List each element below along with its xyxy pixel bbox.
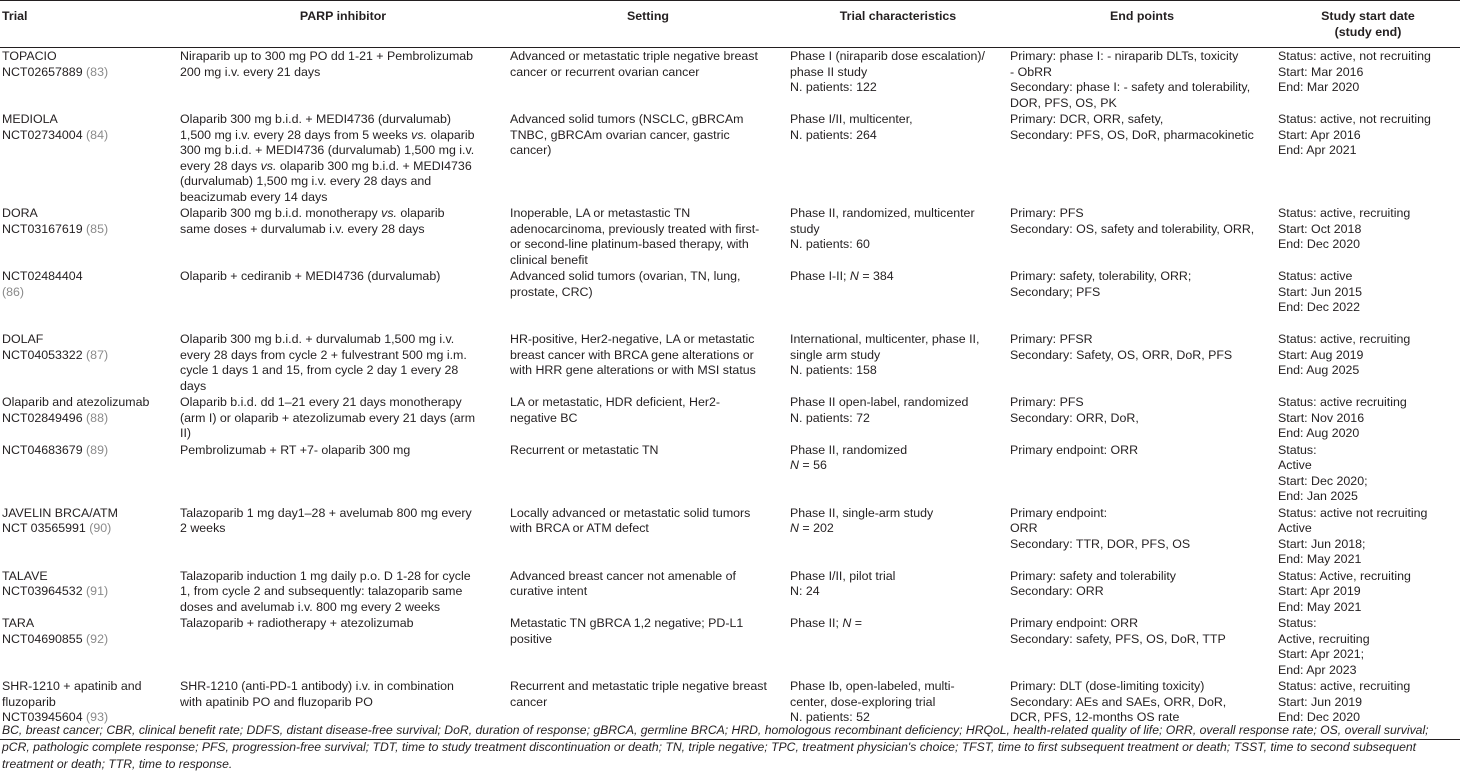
trial-cell xyxy=(0,205,178,268)
end-points-cell: Primary: PFS Secondary: OS, safety and tolerability, ORR, xyxy=(1010,206,1255,236)
trial-cell xyxy=(0,568,178,616)
table-row xyxy=(0,268,1460,331)
study-dates-cell: Status: active, recruiting Start: Jun 2019 End: Dec 2020 xyxy=(1276,678,1460,739)
table-row xyxy=(0,442,1460,505)
trial-reference[interactable]: (89) xyxy=(86,442,109,457)
setting-cell: Advanced solid tumors (NSCLC, gBRCAm TNBC, gBRCAm ovarian cancer, gastric cancer) xyxy=(510,112,744,157)
trial-characteristics-cell: Phase Ib, open-labeled, multi- center, dose-exploring trial N. patients: 52 xyxy=(788,678,1008,739)
parp-inhibitor-cell: Niraparib up to 300 mg PO dd 1-21 + Pembrolizumab 200 mg i.v. every 21 days xyxy=(180,49,474,79)
header-parp-inhibitor: PARP inhibitor xyxy=(178,1,508,48)
setting-cell: HR-positive, Her2-negative, LA or metastatic breast cancer with BRCA gene alterations or with HRR gene alterations or with MSI status xyxy=(510,332,756,377)
table-row xyxy=(0,615,1460,678)
trial-id: NCT02849496 xyxy=(2,410,87,425)
setting-cell: Locally advanced or metastatic solid tumors with BRCA or ATM defect xyxy=(510,505,751,535)
study-dates-cell: Status: Active, recruiting Start: Apr 2021; End: Apr 2023 xyxy=(1278,616,1370,677)
study-dates-cell: Status: active not recruiting Active Start: Jun 2018; End: May 2021 xyxy=(1278,505,1428,566)
table-row xyxy=(0,394,1460,442)
trial-id: NCT03945604 xyxy=(2,710,87,724)
table-row xyxy=(0,48,1460,112)
trial-reference[interactable]: (93) xyxy=(86,710,109,724)
trial-cell xyxy=(0,394,178,442)
parp-inhibitor-cell: Talazoparib + radiotherapy + atezolizumab xyxy=(180,616,414,630)
trial-id: NCT04690855 xyxy=(2,631,87,646)
trial-reference[interactable]: (86) xyxy=(2,284,25,299)
trial-id: NCT03964532 xyxy=(2,584,87,598)
trial-cell xyxy=(0,505,178,568)
table-row xyxy=(0,505,1460,568)
trial-name: JAVELIN BRCA/ATM xyxy=(2,505,118,520)
trial-characteristics-cell: Phase I-II; N = 384 xyxy=(790,269,894,283)
trial-characteristics-cell: Phase II open-label, randomized N. patients: 72 xyxy=(790,395,969,425)
study-dates-cell: Status: Active Start: Dec 2020; End: Jan 2025 xyxy=(1278,442,1368,503)
study-dates-cell: Status: active Start: Jun 2015 End: Dec 2022 xyxy=(1278,269,1363,314)
table-row xyxy=(0,111,1460,205)
parp-inhibitor-cell: Olaparib b.i.d. dd 1–21 every 21 days monotherapy (arm I) or olaparib + atezolizumab every 21 days (arm II) xyxy=(180,395,476,440)
end-points-cell: Primary: DLT (dose-limiting toxicity) Secondary: AEs and SAEs, ORR, DoR, DCR, PFS, 12-months OS rate xyxy=(1008,678,1276,739)
end-points-cell: Primary: phase I: - niraparib DLTs, toxicity - ObRR Secondary: phase I: - safety and tolerability, DOR, PFS, OS, PK xyxy=(1010,49,1251,110)
setting-cell: Metastatic TN gBRCA 1,2 negative; PD-L1 positive xyxy=(510,616,744,646)
trial-name: DORA xyxy=(2,206,38,220)
setting-cell: Advanced solid tumors (ovarian, TN, lung, prostate, CRC) xyxy=(510,269,741,299)
trial-characteristics-cell: Phase I (niraparib dose escalation)/ phase II study N. patients: 122 xyxy=(790,49,985,94)
study-dates-cell: Status: active recruiting Start: Nov 2016 End: Aug 2020 xyxy=(1278,395,1407,440)
setting-cell: Inoperable, LA or metastastic TN adenocarcinoma, previously treated with first- or second-line platinum-based therapy, with clinical benefit xyxy=(510,206,760,267)
end-points-cell: Primary: safety and tolerability Secondary: ORR xyxy=(1010,568,1176,598)
trial-reference[interactable]: (84) xyxy=(86,127,109,142)
trial-reference[interactable]: (92) xyxy=(86,631,109,646)
header-end-points: End points xyxy=(1008,1,1276,48)
header-trial-characteristics: Trial characteristics xyxy=(788,1,1008,48)
setting-cell: Recurrent or metastatic TN xyxy=(510,442,659,457)
setting-cell: LA or metastatic, HDR deficient, Her2- negative BC xyxy=(510,395,721,425)
trial-cell xyxy=(0,268,178,331)
trial-characteristics-cell: Phase II, single-arm study N = 202 xyxy=(790,505,934,535)
parp-inhibitor-cell: Olaparib + cediranib + MEDI4736 (durvalumab) xyxy=(180,269,441,283)
end-points-cell: Primary: PFS Secondary: ORR, DoR, xyxy=(1010,395,1139,425)
table-row xyxy=(0,568,1460,616)
table-header-row xyxy=(0,1,1460,48)
parp-inhibitor-cell: Olaparib 300 mg b.i.d. monotherapy vs. olaparib same doses + durvalumab i.v. every 28 days xyxy=(180,206,445,236)
trial-name: MEDIOLA xyxy=(2,112,58,126)
trial-id: NCT03167619 xyxy=(2,221,87,236)
study-dates-cell: Status: active, not recruiting Start: Apr 2016 End: Apr 2021 xyxy=(1278,112,1431,157)
trial-name: TALAVE xyxy=(2,568,48,583)
trial-reference[interactable]: (87) xyxy=(86,347,109,362)
setting-cell: Advanced or metastatic triple negative breast cancer or recurrent ovarian cancer xyxy=(510,49,758,79)
trial-reference[interactable]: (88) xyxy=(86,410,109,425)
trial-characteristics-cell: Phase II, randomized N = 56 xyxy=(790,442,908,472)
trial-characteristics-cell: Phase I/II, multicenter, N. patients: 264 xyxy=(790,112,913,142)
trial-cell xyxy=(0,48,178,112)
header-setting: Setting xyxy=(508,1,788,48)
trial-characteristics-cell: International, multicenter, phase II, single arm study N. patients: 158 xyxy=(790,332,980,377)
trial-characteristics-cell: Phase I/II, pilot trial N: 24 xyxy=(790,568,896,598)
trial-id: NCT 03565991 xyxy=(2,521,90,535)
parp-inhibitor-cell: Olaparib 300 mg b.i.d. + MEDI4736 (durvalumab) 1,500 mg i.v. every 28 days from 5 weeks vs. olaparib 300 mg b.i.d. + MEDI4736 (durvalumab) 1,500 mg i.v. every 28 days vs. olaparib 300 mg b.i.d. + MEDI4736 (durvalumab) 1,500 mg i.v. every 28 days and beacizumab every 14 days xyxy=(180,112,475,204)
trial-name: NCT02484404 xyxy=(2,269,83,283)
parp-inhibitor-cell: Pembrolizumab + RT +7- olaparib 300 mg xyxy=(180,442,411,457)
trial-reference[interactable]: (83) xyxy=(86,64,109,79)
study-dates-cell: Status: Active, recruiting Start: Apr 2019 End: May 2021 xyxy=(1278,568,1411,614)
trial-cell xyxy=(0,111,178,205)
trial-reference[interactable]: (90) xyxy=(89,521,112,535)
parp-inhibitor-cell: Olaparib 300 mg b.i.d. + durvalumab 1,500 mg i.v. every 28 days from cycle 2 + fulvestrant 500 mg i.m. cycle 1 days 1 and 15, from cycle 2 day 1 every 28 days xyxy=(180,332,467,393)
parp-inhibitor-cell: SHR-1210 (anti-PD-1 antibody) i.v. in combination with apatinib PO and fluzoparib PO xyxy=(178,678,508,739)
abbreviations-footnote: BC, breast cancer; CBR, clinical benefit rate; DDFS, distant disease-free survival; DoR, duration of response; gBRCA, germline BRCA; HRD, homologous recombinant deficiency; HRQoL, health-related quality of life; ORR, overall response rate; OS, overall survival; pCR, pathologic complete response; PFS, progression-free survival; TDT, time to study treatment discontinuation or death; TN, triple negative; TPC, treatment physician's choice; TFST, time to first subsequent treatment or death; TSST, time to second subsequent treatment or death; TTR, time to response. xyxy=(2,723,1429,771)
study-dates-cell: Status: active, recruiting Start: Oct 2018 End: Dec 2020 xyxy=(1278,206,1411,251)
trial-cell xyxy=(0,615,178,678)
end-points-cell: Primary endpoint: ORR Secondary: safety, PFS, OS, DoR, TTP xyxy=(1010,616,1226,646)
trial-name: Olaparib and atezolizumab xyxy=(2,395,150,409)
end-points-cell: Primary endpoint: ORR Secondary: TTR, DOR, PFS, OS xyxy=(1010,505,1191,551)
trial-name: NCT04683679 xyxy=(2,442,87,457)
trial-cell xyxy=(0,442,178,505)
parp-inhibitor-cell: Talazoparib induction 1 mg daily p.o. D 1-28 for cycle 1, from cycle 2 and subsequently: talazoparib same doses and avelumab i.v. 800 mg every 2 weeks xyxy=(180,568,471,614)
header-trial: Trial xyxy=(0,1,178,48)
end-points-cell: Primary: DCR, ORR, safety, Secondary: PFS, OS, DoR, pharmacokinetic xyxy=(1010,112,1254,142)
table-row xyxy=(0,205,1460,268)
study-dates-cell: Status: active, recruiting Start: Aug 2019 End: Aug 2025 xyxy=(1278,332,1411,377)
setting-cell: Recurrent and metastatic triple negative breast cancer xyxy=(508,678,788,739)
end-points-cell: Primary: safety, tolerability, ORR; Secondary; PFS xyxy=(1010,269,1192,299)
trial-cell xyxy=(0,331,178,394)
setting-cell: Advanced breast cancer not amenable of curative intent xyxy=(510,568,736,598)
trial-name: TARA xyxy=(2,616,35,630)
trial-id: NCT02734004 xyxy=(2,127,87,142)
trial-name: DOLAF xyxy=(2,332,44,346)
end-points-cell: Primary endpoint: ORR xyxy=(1010,442,1139,457)
trial-id: NCT04053322 xyxy=(2,347,87,362)
end-points-cell: Primary: PFSR Secondary: Safety, OS, ORR, DoR, PFS xyxy=(1010,332,1233,362)
trial-characteristics-cell: Phase II, randomized, multicenter study N. patients: 60 xyxy=(790,206,975,251)
table-row xyxy=(0,331,1460,394)
header-study-start-date: Study start date (study end) xyxy=(1276,1,1460,48)
parp-inhibitor-cell: Talazoparib 1 mg day1–28 + avelumab 800 mg every 2 weeks xyxy=(180,505,472,535)
trial-characteristics-cell: Phase II; N = xyxy=(790,616,862,630)
trial-reference[interactable]: (85) xyxy=(86,221,109,236)
trial-name: TOPACIO xyxy=(2,49,57,63)
trial-reference[interactable]: (91) xyxy=(86,584,109,598)
study-dates-cell: Status: active, not recruiting Start: Mar 2016 End: Mar 2020 xyxy=(1278,49,1431,94)
trial-id: NCT02657889 xyxy=(2,64,87,79)
trial-name: SHR-1210 + apatinib and fluzoparib xyxy=(2,679,142,709)
